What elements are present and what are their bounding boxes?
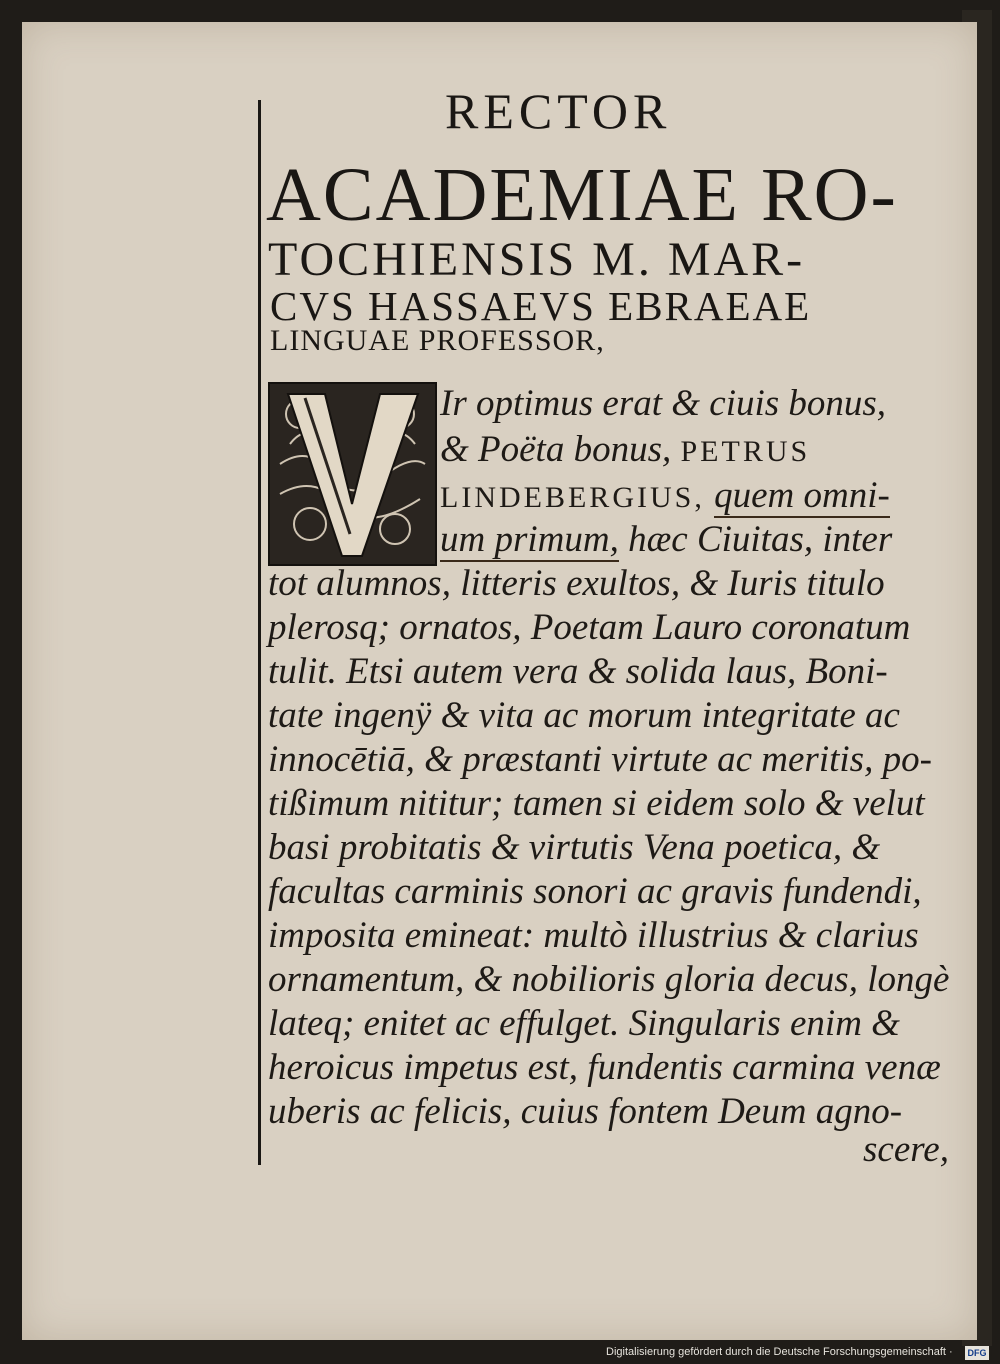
catchword: scere, [863, 1129, 949, 1170]
heading-line-4: CVS HASSAEVS EBRAEAE [270, 283, 812, 329]
text-line: innocētiā, & præstanti virtute ac meritis, po- [268, 739, 932, 780]
decorated-initial-v [268, 382, 437, 566]
text-line: plerosq; ornatos, Poetam Lauro coronatum [268, 607, 911, 648]
text-line: tulit. Etsi autem vera & solida laus, Boni- [268, 651, 888, 692]
underlined-text: quem omni- [714, 475, 890, 516]
text-line: ornamentum, & nobilioris gloria decus, longè [268, 959, 950, 1000]
text-line: lateq; enitet ac effulget. Singularis enim & [268, 1003, 900, 1044]
text-line: Ir optimus erat & ciuis bonus, [440, 383, 887, 424]
digitization-credit: Digitalisierung gefördert durch die Deutsche Forschungsgemeinschaft · [606, 1346, 953, 1358]
heading-line-3: TOCHIENSIS M. MAR- [268, 233, 806, 286]
text-fragment: hæc Ciuitas, inter [628, 519, 893, 560]
text-line [440, 428, 810, 471]
text-line: tate ingenÿ & vita ac morum integritate ac [268, 695, 900, 736]
text-line: imposita emineat: multò illustrius & clarius [268, 915, 919, 956]
margin-rule [258, 100, 261, 1165]
text-line: tißimum nititur; tamen si eidem solo & velut [268, 783, 925, 824]
name-petrus: PETRUS [680, 435, 811, 468]
text-fragment: & Poëta bonus, [440, 429, 672, 470]
text-line: facultas carminis sonori ac gravis fundendi, [268, 871, 922, 912]
dfg-logo: DFG [965, 1346, 989, 1360]
heading-line-5: LINGUAE PROFESSOR, [270, 324, 605, 357]
text-line: basi probitatis & virtutis Vena poetica, & [268, 827, 881, 868]
heading-line-1: RECTOR [445, 83, 672, 139]
name-lindebergius: LINDEBERGIUS, [440, 481, 705, 514]
credit-text: Digitalisierung gefördert durch die Deutsche Forschungsgemeinschaft [606, 1346, 946, 1358]
text-line: heroicus impetus est, fundentis carmina venæ [268, 1047, 941, 1088]
text-line: uberis ac felicis, cuius fontem Deum agno- [268, 1091, 903, 1132]
text-line [440, 518, 892, 561]
underlined-text: um primum, [440, 519, 619, 560]
text-line [440, 474, 890, 517]
text-line: tot alumnos, litteris exultos, & Iuris titulo [268, 563, 885, 604]
heading-line-2: ACADEMIAE RO- [266, 153, 898, 237]
